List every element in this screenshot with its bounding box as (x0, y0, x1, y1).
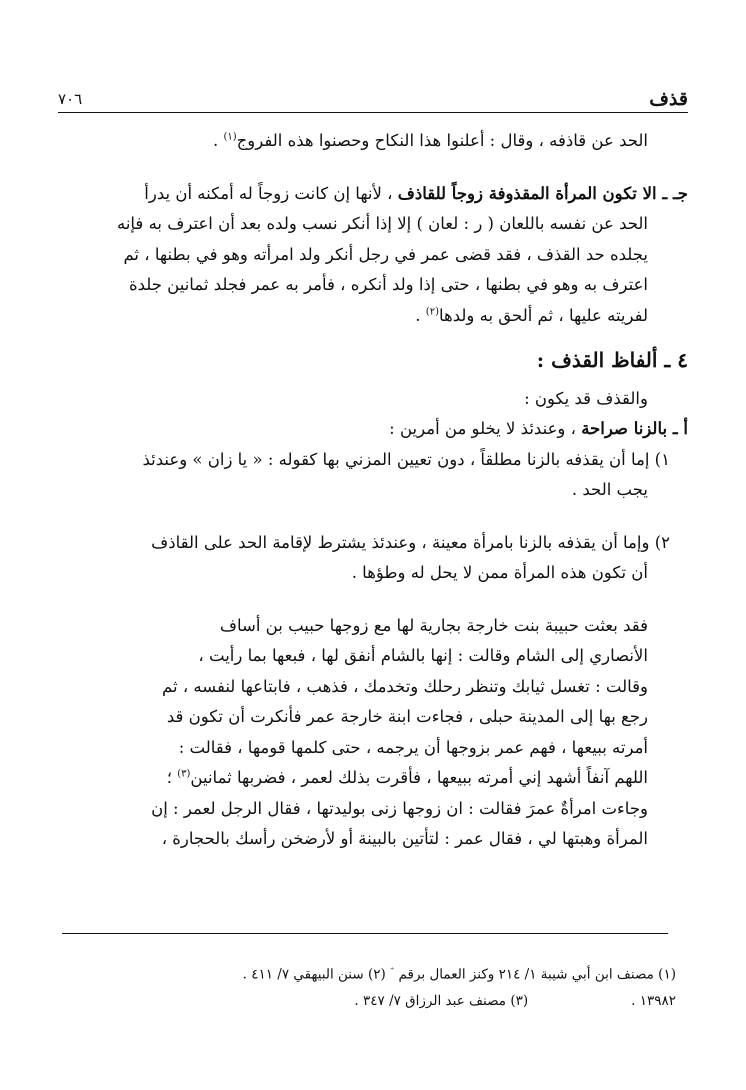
text-line: رجع بها إلى المدينة حبلى ، فجاءت ابنة خارجة عمر فأنكرت أن تكون قد (166, 707, 648, 726)
text-line: فقد بعثت حبيبة بنت خارجة بجارية لها مع زوجها حبيب بن أساف (219, 615, 648, 635)
main-text (62, 126, 688, 855)
condition-heading: جـ ـ الا تكون المرأة المقذوفة زوجاً للقاذف ، لأنها إن كانت زوجاً له أمكنه أن يدرأ (144, 183, 688, 203)
text-line: ١) إما أن يقذفه بالزنا مطلقاً ، دون تعيين المزني بها كقوله : « يا زان » وعندئذ (142, 449, 670, 469)
footnote-2: (٢) سنن البيهقي ٧/ ٤١١ . (242, 966, 386, 983)
footnotes (160, 958, 676, 1014)
page-header (58, 82, 688, 113)
text-line: يجب الحد . (571, 480, 648, 499)
text-line: الحد عن قاذفه ، وقال : أعلنوا هذا النكاح وحصنوا هذه الفروج$^{(١)}$ . (212, 131, 648, 150)
subsection-title: بالزنا صراحة (581, 419, 668, 438)
text-line: اعترف به وهو في بطنها ، حتى إذا ولد أنكره ، فأمر به عمر فجلد ثمانين جلدة (128, 275, 648, 294)
footnote-ref: (٣) (177, 768, 191, 780)
text-line: أن تكون هذه المرأة ممن لا يحل له وطؤها . (351, 563, 648, 582)
running-title: قذف (649, 88, 688, 110)
text-line: لفريته عليها ، ثم ألحق به ولدها$^{(٢)}$ . (415, 305, 648, 325)
text-line: المرأة وهبتها لي ، فقال عمر : لتأتين بالبينة أو لأرضخن رأسك بالحجارة ، (161, 829, 648, 848)
footnote-line (160, 958, 676, 988)
text-line: اللهم آنفاً أشهد إني أمرته ببيعها ، فأقرت بذلك لعمر ، فضربها ثمانين$^{(٣)}$ ؛ (166, 768, 648, 787)
footnote-1: (١) مصنف ابن أبي شيبة ١/ ٢١٤ وكنز العمال برقم (398, 966, 676, 983)
footnote-1-tail: ١٣٩٨٢ . (631, 992, 676, 1009)
footnote-3: (٣) مصنف عبد الرزاق ٧/ ٣٤٧ . (354, 992, 529, 1009)
text-line: الحد عن نفسه باللعان ( ر : لعان ) إلا إذا أنكر نسب ولده بعد أن اعترف به فإنه (116, 214, 648, 233)
footnote-ref: (٢) (425, 306, 439, 317)
text-line: الأنصاري إلى الشام وقالت : إنها بالشام أنفق لها ، فبعها بما رأيت ، (198, 646, 648, 665)
text-line: والقذف قد يكون : (524, 388, 648, 408)
footnote-line (160, 988, 676, 1014)
subsection-heading: أ ـ بالزنا صراحة ، وعندئذ لا يخلو من أمرين : (389, 419, 688, 438)
section-heading: ٤ ـ ألفاظ القذف : (536, 348, 688, 372)
footnote-mark-icon: ⁺ (389, 966, 395, 976)
text-line: وقالت : تغسل ثيابك وتنظر رحلك وتخدمك ، فذهب ، فابتاعها لنفسه ، ثم (162, 676, 648, 696)
text-line: يجلده حد القذف ، فقد قضى عمر في رجل أنكر ولد امرأته وهو في بطنها ، ثم (123, 244, 648, 264)
footnote-ref: (١) (223, 131, 237, 143)
text-line: وجاءت امرأةٌ عمرَ فقالت : ان زوجها زنى بوليدتها ، فقال الرجل لعمر : إن (151, 798, 648, 818)
text-line: ٢) وإما أن يقذفه بالزنا بامرأة معينة ، وعندئذ يشترط لإقامة الحد على القاذف (151, 532, 670, 552)
footnote-divider (62, 933, 668, 934)
page-number: ٧٠٦ (58, 90, 83, 108)
text-line: أمرته ببيعها ، فهم عمر بزوجها أن يرجمه ، حتى كلمها قومها ، فقالت : (178, 737, 648, 757)
condition-title: الا تكون المرأة المقذوفة زوجاً للقاذف (397, 183, 657, 203)
